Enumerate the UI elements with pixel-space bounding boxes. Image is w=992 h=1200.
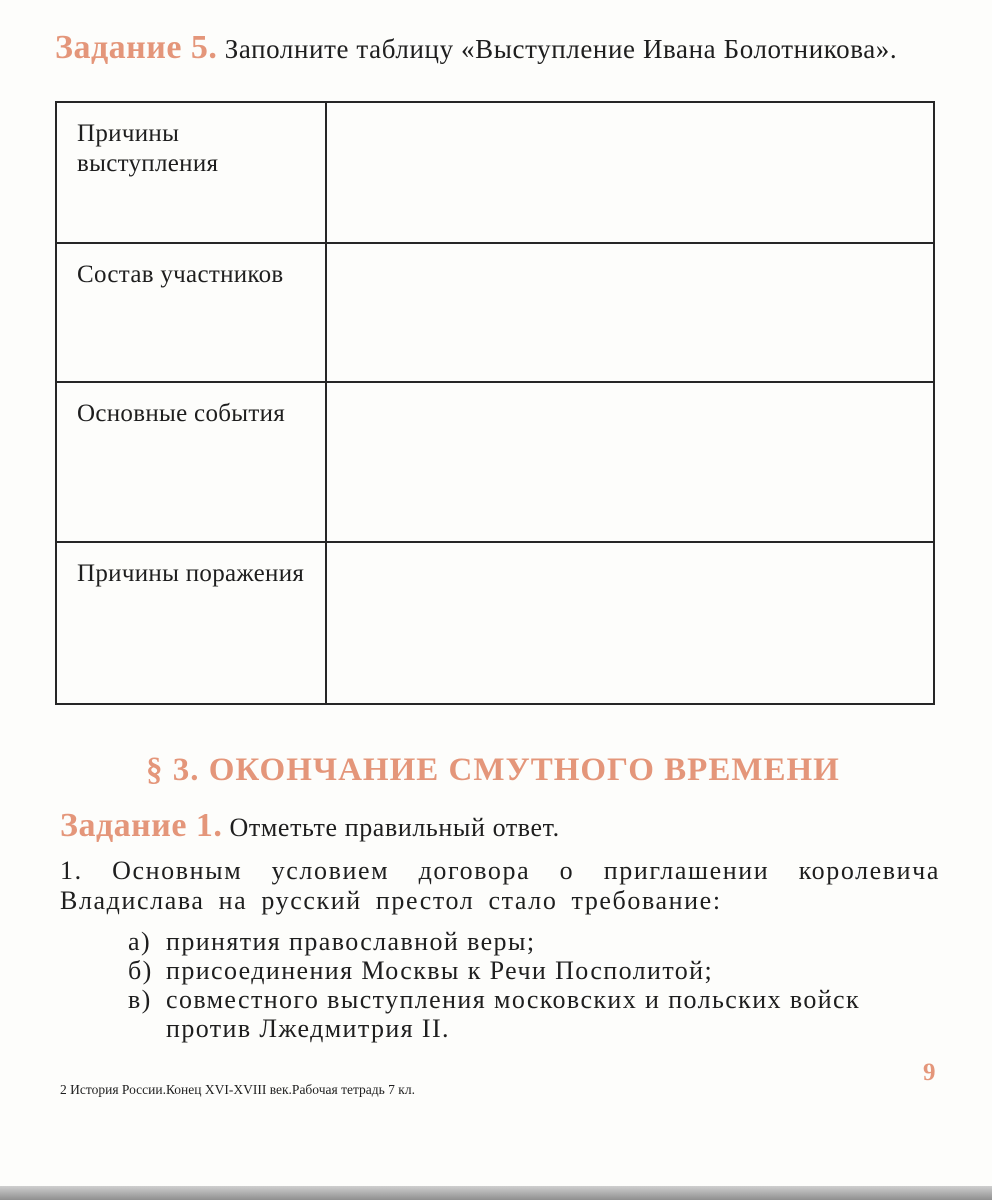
footer-note: 2 История России.Конец XVI-XVIII век.Рабочая тетрадь 7 кл. <box>60 1082 415 1097</box>
answer-cell[interactable] <box>326 243 934 382</box>
row-label: Причины выступления <box>56 102 326 243</box>
row-label: Причины поражения <box>56 542 326 704</box>
task1-heading <box>60 806 560 848</box>
question-text: 1. Основным условием договора о приглашении королевича Владислава на русский престол стало требование: <box>60 856 940 915</box>
scan-edge <box>0 1186 992 1200</box>
page-number: 9 <box>923 1059 936 1086</box>
option-text: совместного выступления московских и польских войск против Лжедмитрия II. <box>166 985 861 1043</box>
task5-instruction: Заполните таблицу «Выступление Ивана Болотникова». <box>224 34 898 64</box>
bolotnikov-table <box>55 101 935 705</box>
option-letter: б) <box>128 956 153 985</box>
option-text: принятия православной веры; <box>166 927 536 956</box>
answer-option[interactable] <box>128 985 943 1043</box>
section-title: § 3. ОКОНЧАНИЕ СМУТНОГО ВРЕМЕНИ <box>146 752 840 788</box>
answer-cell[interactable] <box>326 382 934 542</box>
task5-heading <box>55 28 935 69</box>
answer-option[interactable] <box>128 927 943 956</box>
option-text: присоединения Москвы к Речи Посполитой; <box>166 956 714 985</box>
answer-option[interactable] <box>128 956 943 985</box>
row-label: Состав участников <box>56 243 326 382</box>
task1-instruction: Отметьте правильный ответ. <box>229 813 560 842</box>
table-row <box>56 542 934 704</box>
option-letter: а) <box>128 927 151 956</box>
table-row <box>56 243 934 382</box>
task1-label: Задание 1. <box>60 807 223 844</box>
row-label: Основные события <box>56 382 326 542</box>
table-row <box>56 102 934 243</box>
table-row <box>56 382 934 542</box>
answer-cell[interactable] <box>326 542 934 704</box>
answer-cell[interactable] <box>326 102 934 243</box>
task5-label: Задание 5. <box>55 29 218 66</box>
answer-options <box>128 927 943 1043</box>
option-letter: в) <box>128 985 152 1014</box>
